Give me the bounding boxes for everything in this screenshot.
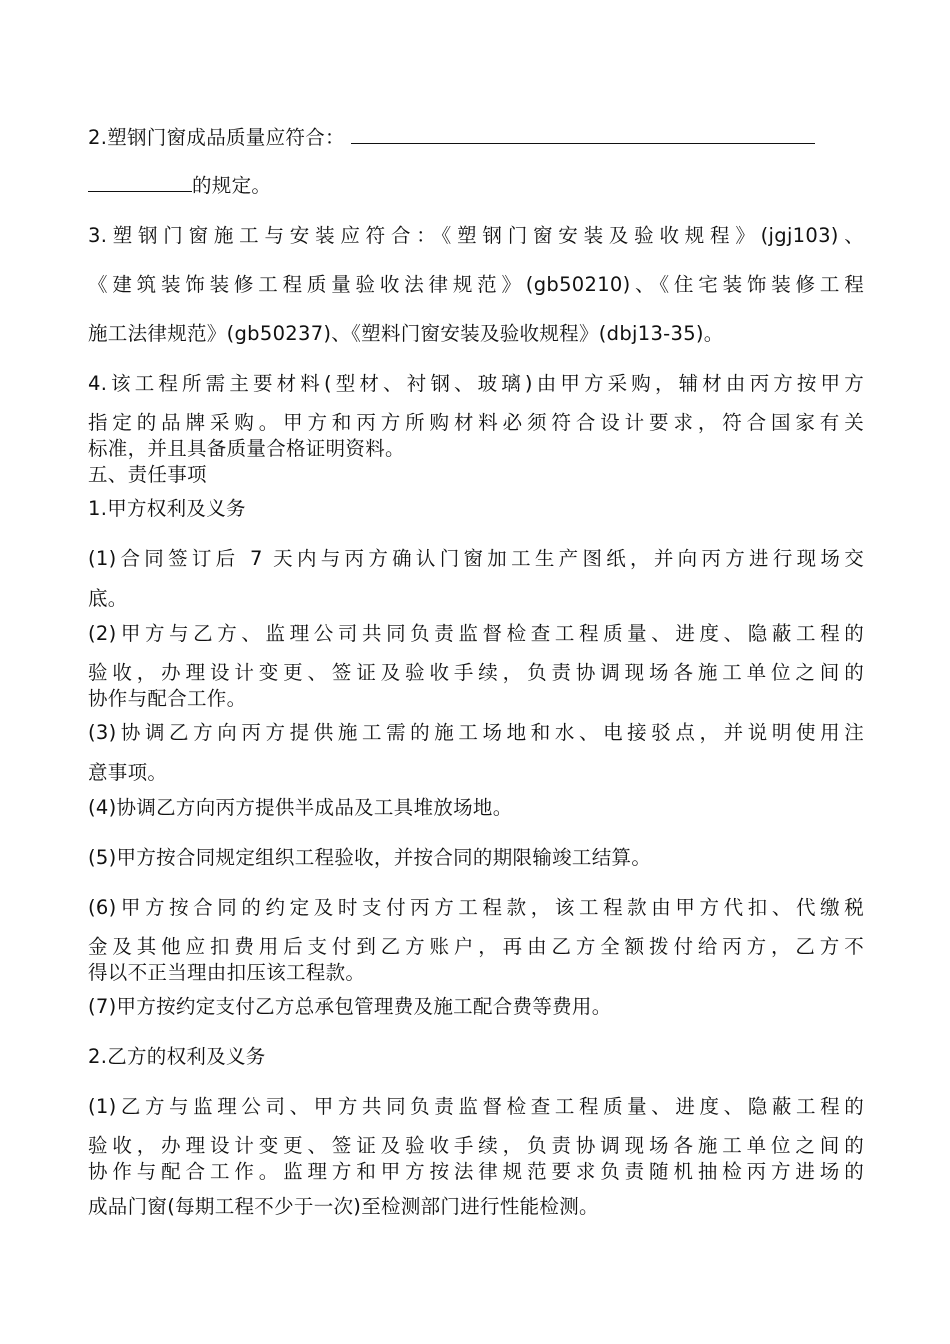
clause-4-line-1: 4.该工程所需主要材料(型材、衬钢、玻璃)由甲方采购，辅材由丙方按甲方 xyxy=(88,372,864,395)
clause-2-tail: 的规定。 xyxy=(192,174,272,197)
party-b-heading: 2.乙方的权利及义务 xyxy=(88,1045,266,1068)
party-a-item-4: (4)协调乙方向丙方提供半成品及工具堆放场地。 xyxy=(88,796,513,819)
clause-4-line-2: 指定的品牌采购。甲方和丙方所购材料必须符合设计要求，符合国家有关 xyxy=(88,411,864,434)
party-a-item-6-line-1: (6)甲方按合同的约定及时支付丙方工程款，该工程款由甲方代扣、代缴税 xyxy=(88,896,864,919)
party-b-item-1-line-4: 成品门窗(每期工程不少于一次)至检测部门进行性能检测。 xyxy=(88,1195,599,1218)
party-a-item-1-line-2: 底。 xyxy=(88,587,128,610)
clause-2-label: 2.塑钢门窗成品质量应符合： xyxy=(88,126,345,149)
clause-3-line-3: 施工法律规范》(gb50237)、《塑料门窗安装及验收规程》(dbj13-35)。 xyxy=(88,322,724,345)
party-b-item-1-line-3: 协作与配合工作。监理方和甲方按法律规范要求负责随机抽检丙方进场的 xyxy=(88,1160,864,1183)
fill-in-blank-long[interactable] xyxy=(351,125,815,144)
party-a-item-2-line-3: 协作与配合工作。 xyxy=(88,687,247,710)
clause-3-line-2: 《建筑装饰装修工程质量验收法律规范》(gb50210)、《住宅装饰装修工程 xyxy=(88,273,864,296)
clause-2-line-2 xyxy=(88,173,864,199)
party-b-item-1-line-2: 验收，办理设计变更、签证及验收手续，负责协调现场各施工单位之间的 xyxy=(88,1134,864,1157)
party-a-item-6-line-2: 金及其他应扣费用后支付到乙方账户，再由乙方全额拨付给丙方，乙方不 xyxy=(88,935,864,958)
section-5-heading: 五、责任事项 xyxy=(88,463,207,486)
party-a-item-5: (5)甲方按合同规定组织工程验收，并按合同的期限输竣工结算。 xyxy=(88,846,652,869)
party-a-item-2-line-2: 验收，办理设计变更、签证及验收手续，负责协调现场各施工单位之间的 xyxy=(88,661,864,684)
party-a-item-2-line-1: (2)甲方与乙方、监理公司共同负责监督检查工程质量、进度、隐蔽工程的 xyxy=(88,622,864,645)
party-a-item-3-line-1: (3)协调乙方向丙方提供施工需的施工场地和水、电接驳点，并说明使用注 xyxy=(88,721,864,744)
clause-3-line-1: 3.塑钢门窗施工与安装应符合：《塑钢门窗安装及验收规程》(jgj103)、 xyxy=(88,224,864,247)
party-a-item-7: (7)甲方按约定支付乙方总承包管理费及施工配合费等费用。 xyxy=(88,995,612,1018)
clause-4-line-3: 标准，并且具备质量合格证明资料。 xyxy=(88,437,405,460)
party-a-item-1-line-1: (1)合同签订后 7 天内与丙方确认门窗加工生产图纸，并向丙方进行现场交 xyxy=(88,547,864,570)
party-b-item-1-line-1: (1)乙方与监理公司、甲方共同负责监督检查工程质量、进度、隐蔽工程的 xyxy=(88,1095,864,1118)
clause-2-line-1 xyxy=(88,125,864,151)
fill-in-blank-short[interactable] xyxy=(88,173,192,192)
party-a-heading: 1.甲方权利及义务 xyxy=(88,497,246,520)
party-a-item-6-line-3: 得以不正当理由扣压该工程款。 xyxy=(88,961,366,984)
party-a-item-3-line-2: 意事项。 xyxy=(88,761,168,784)
